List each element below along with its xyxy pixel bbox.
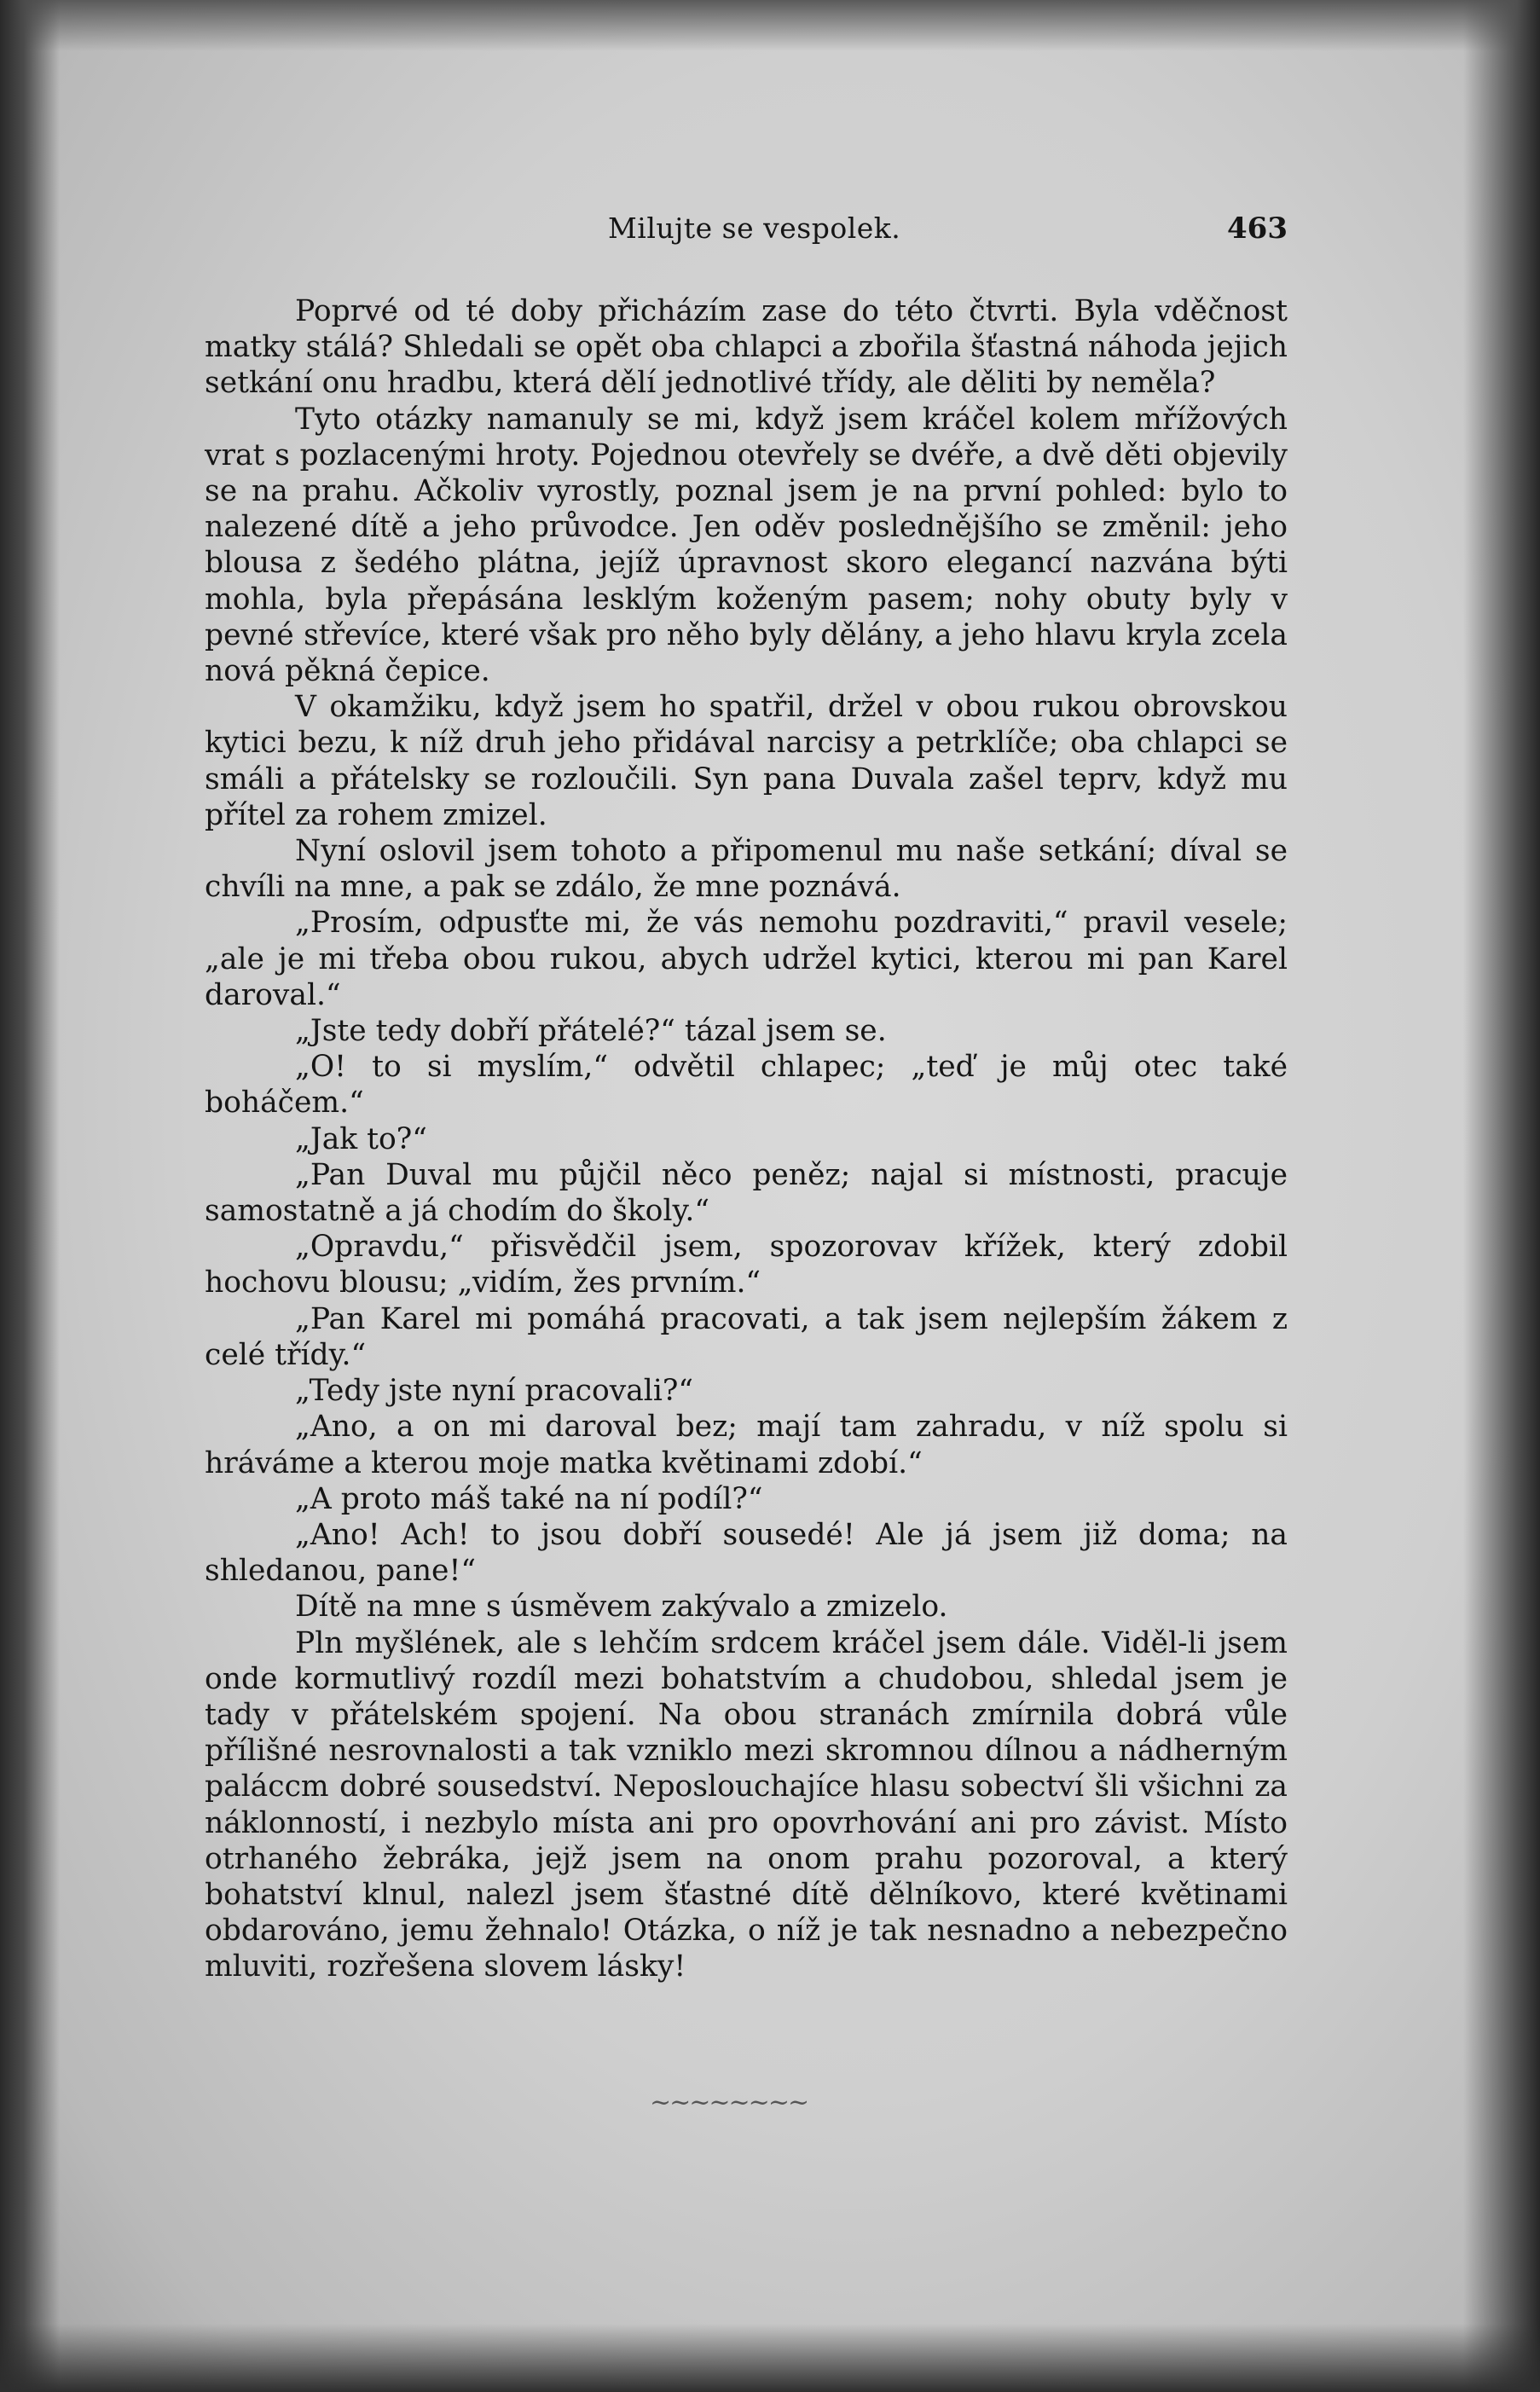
book-page [205, 211, 1288, 2117]
page-number: 463 [1227, 211, 1288, 246]
paragraph: „Ano! Ach! to jsou dobří sousedé! Ale já jsem již doma; na shledanou, pane!“ [205, 1517, 1288, 1589]
paragraph: „O! to si myslím,“ odvětil chlapec; „teď je můj otec také boháčem.“ [205, 1050, 1288, 1121]
scan-shadow-bottom [0, 2324, 1540, 2392]
end-ornament: ~~~~~~~~ [650, 2088, 808, 2117]
paragraph: „Pan Karel mi pomáhá pracovati, a tak jsem nejlepším žákem z celé třídy.“ [205, 1301, 1288, 1372]
paragraph: „Tedy jste nyní pracovali?“ [295, 1374, 694, 1409]
paragraph: Dítě na mne s úsměvem zakývalo a zmizelo. [295, 1590, 948, 1625]
running-title: Milujte se vespolek. [608, 211, 901, 245]
paragraph: „Ano, a on mi daroval bez; mají tam zahradu, v níž spolu si hráváme a kterou moje matka květinami zdobí.“ [205, 1410, 1288, 1480]
paragraph: V okamžiku, když jsem ho spatřil, držel v obou rukou obrovskou kytici bezu, k níž druh jeho přidával narcisy a petrklíče; oba chlapci se smáli a přátelsky se rozloučili. Syn pana Duvala zašel teprv, když mu přítel za rohem zmizel. [205, 690, 1288, 832]
scan-shadow-left [0, 0, 60, 2392]
paragraph: „Pan Duval mu půjčil něco peněz; najal si místnosti, pracuje samostatně a já chodím do školy.“ [205, 1157, 1288, 1229]
paragraph: Tyto otázky namanuly se mi, když jsem kráčel kolem mřížových vrat s pozlacenými hroty. Pojednou otevřely se dvéře, a dvě děti objevily se na prahu. Ačkoliv vyrostly, poznal jsem je na první pohled: bylo to nalezené dítě a jeho průvodce. Jen oděv poslednějšího se změnil: jeho blousa z šedého plátna, jejíž úpravnost skoro elegancí nazvána býti mohla, byla přepásána lesklým koženým pasem; nohy obuty byly v pevné střevíce, které však pro něho byly dělány, a jeho hlavu kryla zcela nová pěkná čepice. [205, 402, 1288, 689]
body-text [205, 293, 1288, 1985]
paragraph: „Opravdu,“ přisvědčil jsem, spozorovav křížek, který zdobil hochovu blousu; „vidím, žes prvním.“ [205, 1230, 1288, 1300]
paragraph: Pln myšlének, ale s lehčím srdcem kráčel jsem dále. Viděl-li jsem onde kormutlivý rozdíl mezi bohatstvím a chudobou, shledal jsem je tady v přátelském spojení. Na obou stranách zmírnila dobrá vůle přílišné nesrovnalosti a tak vzniklo mezi skromnou dílnou a nádherným paláccm dobré sousedství. Neposlouchajíce hlasu sobectví šli všichni za náklonností, i nezbylo místa ani pro opovrhování ani pro závist. Místo otrhaného žebráka, jejž jsem na onom prahu pozoroval, a který bohatství klnul, nalezl jsem šťastné dítě dělníkovo, které květinami obdarováno, jemu žehnalo! Otázka, o níž je tak nesnadno a nebezpečno mluviti, rozřešena slovem lásky! [205, 1625, 1288, 1984]
paragraph: „Jste tedy dobří přátelé?“ tázal jsem se. [295, 1014, 887, 1049]
paragraph: Poprvé od té doby přicházím zase do této čtvrti. Byla vděčnost matky stálá? Shledali se opět oba chlapci a zbořila šťastná náhoda jejich setkání onu hradbu, která dělí jednotlivé třídy, ale děliti by neměla? [205, 294, 1288, 401]
paragraph: „A proto máš také na ní podíl?“ [295, 1481, 763, 1516]
page-header [205, 211, 1288, 259]
scan-shadow-top [0, 0, 1540, 51]
paragraph: Nyní oslovil jsem tohoto a připomenul mu naše setkání; díval se chvíli na mne, a pak se zdálo, že mne poznává. [205, 834, 1288, 905]
paragraph: „Jak to?“ [295, 1121, 427, 1156]
scan-shadow-right [1463, 0, 1540, 2392]
paragraph: „Prosím, odpusťte mi, že vás nemohu pozdraviti,“ pravil vesele; „ale je mi třeba obou rukou, abych udržel kytici, kterou mi pan Karel daroval.“ [205, 906, 1288, 1012]
